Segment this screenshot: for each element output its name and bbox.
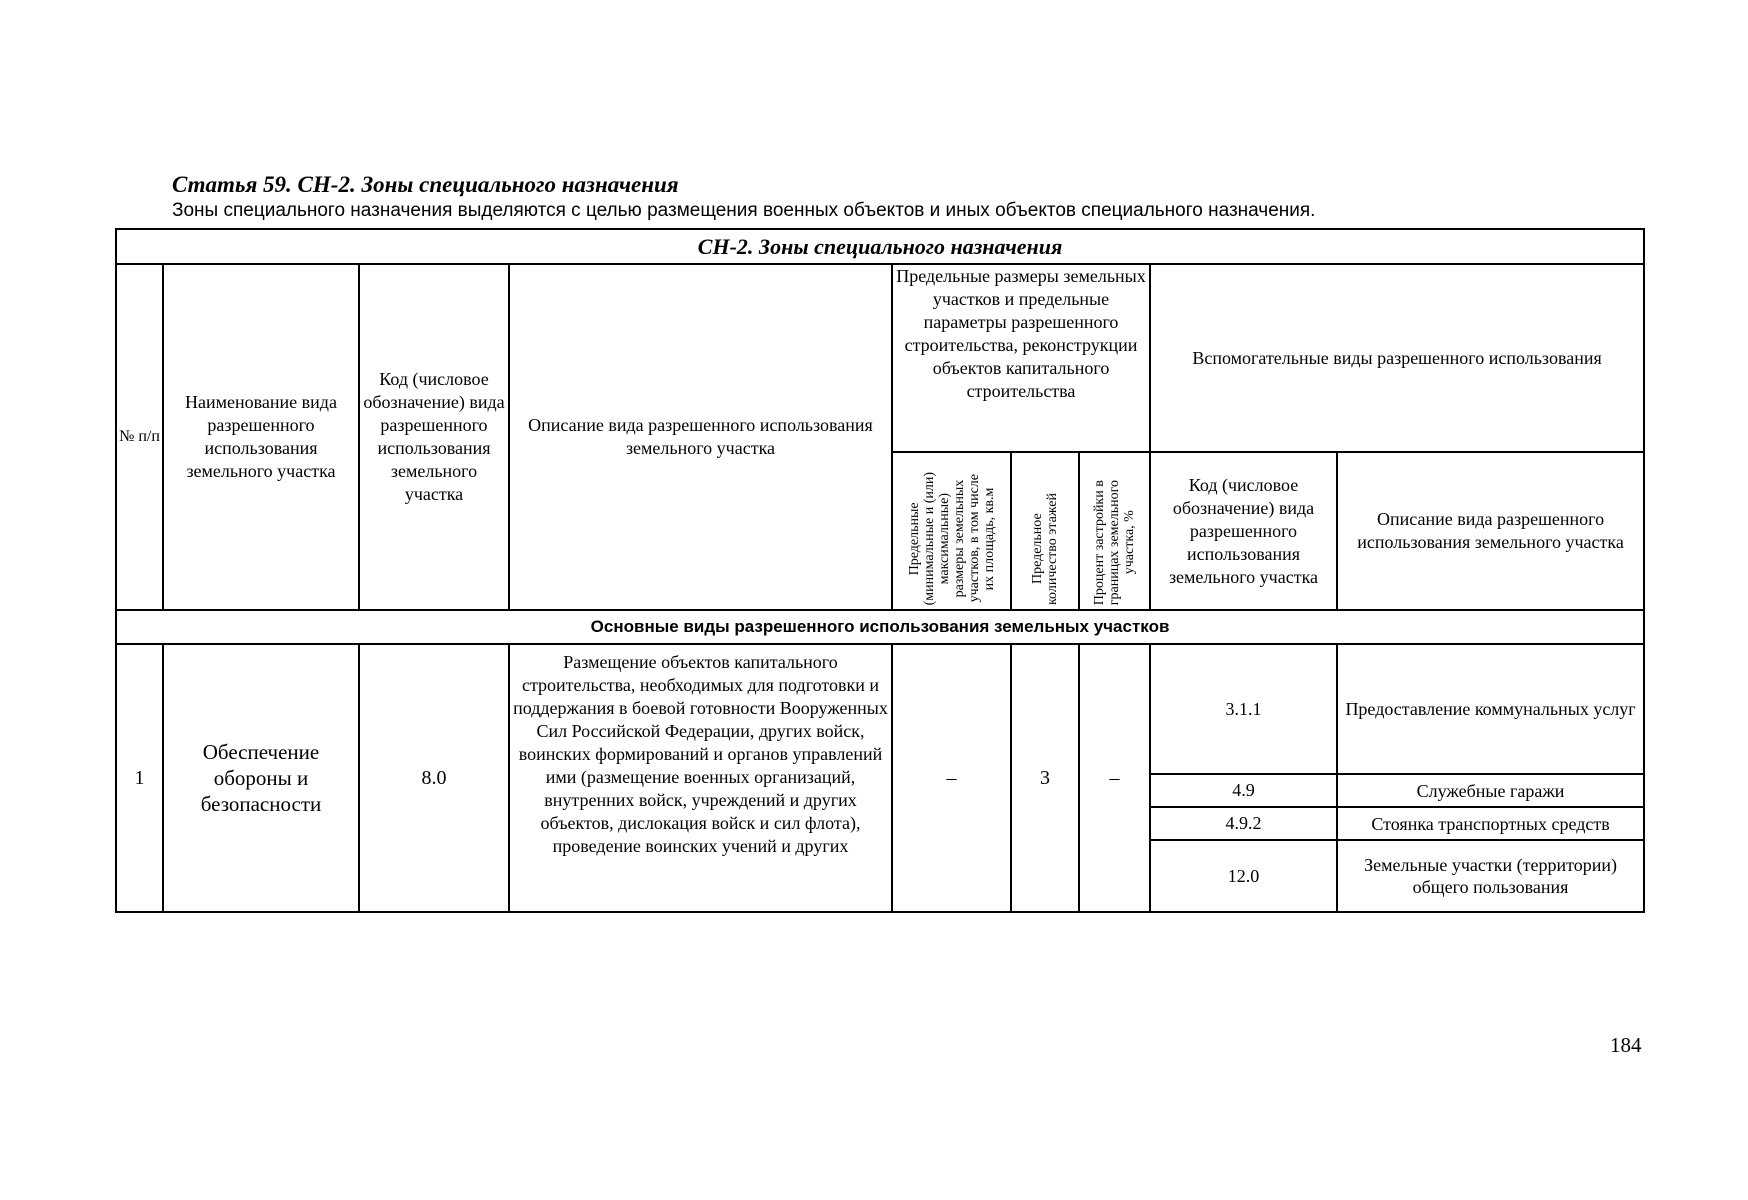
header-aux-code: Код (числовое обозначение) вида разрешенного использования земельного участка <box>1150 452 1337 610</box>
section-title: Основные виды разрешенного использования земельных участков <box>116 610 1644 644</box>
aux-description: Земельные участки (территории) общего пользования <box>1337 840 1644 912</box>
row-num: 1 <box>116 644 163 912</box>
aux-description: Предоставление коммунальных услуг <box>1337 644 1644 774</box>
header-code: Код (числовое обозначение) вида разрешенного использования земельного участка <box>359 264 509 610</box>
row-coverage: – <box>1079 644 1150 912</box>
zone-table <box>115 228 1645 913</box>
header-limits: Предельные размеры земельных участков и предельные параметры разрешенного строительства, реконструкции объектов капитального строительства <box>892 264 1150 452</box>
row-area: – <box>892 644 1011 912</box>
header-auxiliary: Вспомогательные виды разрешенного использования <box>1150 264 1644 452</box>
row-code: 8.0 <box>359 644 509 912</box>
header-description: Описание вида разрешенного использования земельного участка <box>509 264 892 610</box>
zone-title: СН-2. Зоны специального назначения <box>116 229 1644 264</box>
aux-code: 4.9.2 <box>1150 807 1337 840</box>
header-limit-floors: Предельное количество этажей <box>1030 492 1060 605</box>
header-num: № п/п <box>116 264 163 610</box>
header-limit-area-cell <box>892 452 1011 610</box>
header-limit-coverage: Процент застройки в границах земельного участка, % <box>1092 479 1137 605</box>
header-limit-area: Предельные (минимальные и (или) максимальные) размеры земельных участков, в том числе их площадь, кв.м <box>906 471 997 605</box>
header-aux-description: Описание вида разрешенного использования земельного участка <box>1337 452 1644 610</box>
header-limit-coverage-cell <box>1079 452 1150 610</box>
page-number: 184 <box>1610 1033 1642 1057</box>
table-row <box>116 644 1644 774</box>
aux-code: 3.1.1 <box>1150 644 1337 774</box>
row-name: Обеспечение обороны и безопасности <box>163 644 359 912</box>
header-name: Наименование вида разрешенного использования земельного участка <box>163 264 359 610</box>
aux-code: 4.9 <box>1150 774 1337 807</box>
article-title: Статья 59. СН-2. Зоны специального назначения <box>172 172 679 197</box>
aux-description: Служебные гаражи <box>1337 774 1644 807</box>
row-floors: 3 <box>1011 644 1079 912</box>
article-intro: Зоны специального назначения выделяются с целью размещения военных объектов и иных объектов специального назначения. <box>172 200 1316 221</box>
header-limit-floors-cell <box>1011 452 1079 610</box>
aux-code: 12.0 <box>1150 840 1337 912</box>
aux-description: Стоянка транспортных средств <box>1337 807 1644 840</box>
row-description: Размещение объектов капитального строительства, необходимых для подготовки и поддержания в боевой готовности Вооруженных Сил Российской Федерации, других войск, воинских формирований и органов управлений ими (размещение военных организаций, внутренних войск, учреждений и других объектов, дислокация войск и сил флота), проведение воинских учений и других <box>509 644 892 912</box>
